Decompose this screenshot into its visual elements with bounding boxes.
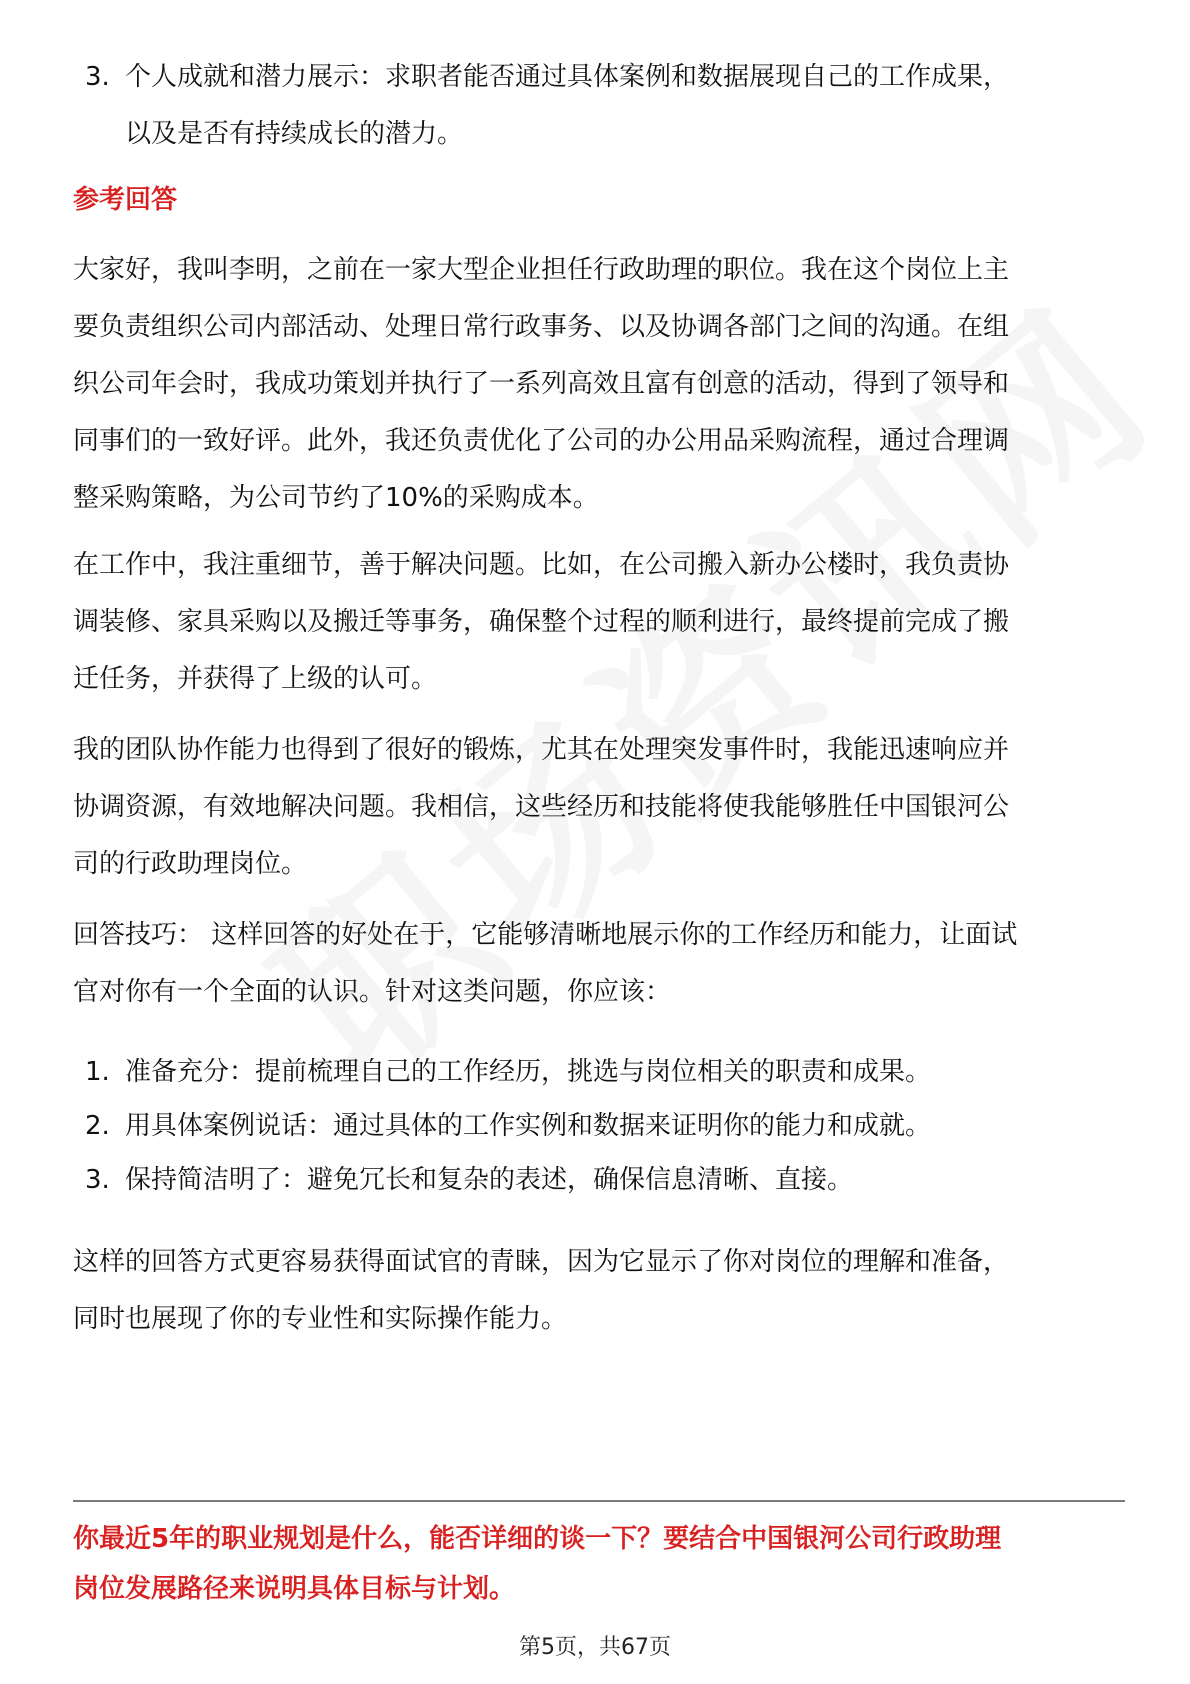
text-line: 你最近5年的职业规划是什么，能否详细的谈一下？要结合中国银河公司行政助理 xyxy=(73,1524,1002,1554)
reference-answer-heading: 参考回答 xyxy=(73,185,178,215)
text-line: 以及是否有持续成长的潜力。 xyxy=(125,119,464,149)
text-line: 司的行政助理岗位。 xyxy=(73,849,308,879)
answer-paragraph xyxy=(73,242,1133,527)
text-line: 这样的回答方式更容易获得面试官的青睐，因为它显示了你对岗位的理解和准备， xyxy=(73,1247,1010,1277)
text-line: 协调资源，有效地解决问题。我相信，这些经历和技能将使我能够胜任中国银河公 xyxy=(73,792,1010,822)
next-question-heading xyxy=(73,1514,1133,1614)
list-number: 3. xyxy=(85,62,110,92)
text-line: 同事们的一致好评。此外，我还负责优化了公司的办公用品采购流程，通过合理调 xyxy=(73,426,1010,456)
intro-list-item xyxy=(85,49,1010,149)
page-footer: 第5页，共67页 xyxy=(519,1635,671,1660)
text-line: 回答技巧： 这样回答的好处在于，它能够清晰地展示你的工作经历和能力，让面试 xyxy=(73,920,1018,950)
answer-paragraph xyxy=(73,537,1133,708)
answer-paragraph xyxy=(73,722,1133,893)
text-line: 整采购策略，为公司节约了10%的采购成本。 xyxy=(73,483,599,513)
list-number: 3. xyxy=(85,1165,110,1195)
tip-text: 保持简洁明了：避免冗长和复杂的表述，确保信息清晰、直接。 xyxy=(125,1165,854,1195)
list-number: 1. xyxy=(85,1057,110,1087)
text-line: 织公司年会时，我成功策划并执行了一系列高效且富有创意的活动，得到了领导和 xyxy=(73,369,1010,399)
tip-list-item xyxy=(85,1098,931,1155)
text-line: 在工作中，我注重细节，善于解决问题。比如，在公司搬入新办公楼时，我负责协 xyxy=(73,550,1010,580)
tip-text: 用具体案例说话：通过具体的工作实例和数据来证明你的能力和成就。 xyxy=(125,1111,932,1141)
closing-paragraph xyxy=(73,1234,1133,1348)
section-divider xyxy=(73,1500,1125,1502)
tip-list-item xyxy=(85,1152,853,1209)
text-line: 大家好，我叫李明，之前在一家大型企业担任行政助理的职位。我在这个岗位上主 xyxy=(73,255,1010,285)
text-line: 同时也展现了你的专业性和实际操作能力。 xyxy=(73,1304,568,1334)
tip-list-item xyxy=(85,1044,931,1101)
text-line: 官对你有一个全面的认识。针对这类问题，你应该： xyxy=(73,977,672,1007)
text-line: 迁任务，并获得了上级的认可。 xyxy=(73,664,438,694)
tip-text: 准备充分：提前梳理自己的工作经历，挑选与岗位相关的职责和成果。 xyxy=(125,1057,932,1087)
text-line: 岗位发展路径来说明具体目标与计划。 xyxy=(73,1574,516,1604)
text-line: 要负责组织公司内部活动、处理日常行政事务、以及协调各部门之间的沟通。在组 xyxy=(73,312,1010,342)
text-line: 我的团队协作能力也得到了很好的锻炼，尤其在处理突发事件时，我能迅速响应并 xyxy=(73,735,1010,765)
text-line: 调装修、家具采购以及搬迁等事务，确保整个过程的顺利进行，最终提前完成了搬 xyxy=(73,607,1010,637)
text-line: 个人成就和潜力展示：求职者能否通过具体案例和数据展现自己的工作成果， xyxy=(125,62,1010,92)
list-number: 2. xyxy=(85,1111,110,1141)
tips-intro-paragraph xyxy=(73,907,1133,1021)
